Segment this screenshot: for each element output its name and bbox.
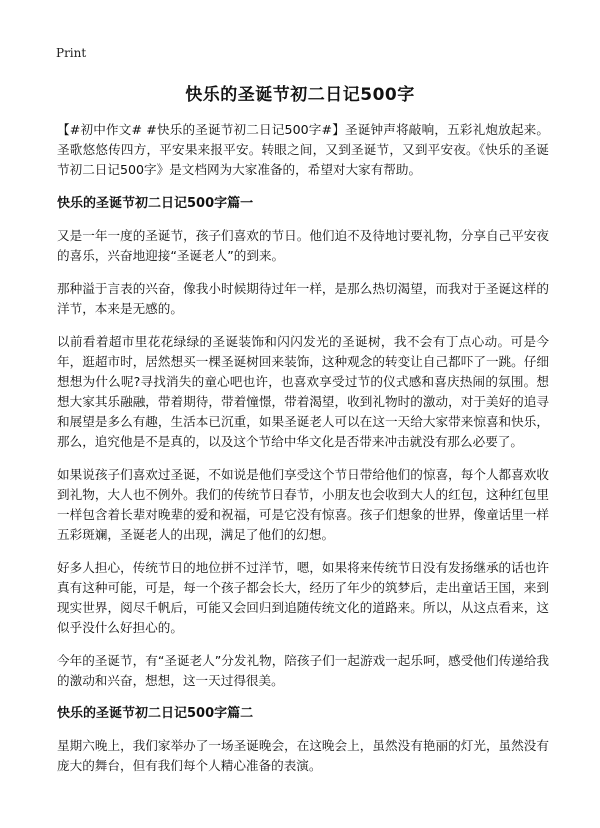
section-1-paragraph-2: 那种溢于言表的兴奋，像我小时候期待过年一样，是那么热切渴望，而我对于圣诞这样的洋节，本来是无感的。 [57,281,549,316]
section-1-paragraph-6: 今年的圣诞节，有“圣诞老人”分发礼物，陪孩子们一起游戏一起乐呵，感受他们传递给我的激动和兴奋，想想，这一天过得很美。 [57,653,549,688]
section-1-paragraph-5: 好多人担心，传统节日的地位拼不过洋节，嗯，如果将来传统节日没有发扬继承的话也许真有这种可能，可是，每一个孩子都会长大，经历了年少的筑梦后，走出童话王国，来到现实世界，阅尽千帆后，可能又会回归到追随传统文化的道路来。所以，从这点看来，这似乎没什么好担心的。 [57,560,549,635]
section-1-paragraph-3: 以前看着超市里花花绿绿的圣诞装饰和闪闪发光的圣诞树，我不会有丁点心动。可是今年，逛超市时，居然想买一棵圣诞树回来装饰，这种观念的转变让自己都吓了一跳。仔细想想为什么呢?寻找消失的童心吧也许，也喜欢享受过节的仪式感和喜庆热闹的氛围。想想大家其乐融融，带着期待，带着憧憬，带着渴望，收到礼物时的激动，对于美好的追寻和展望是多么有趣，生活本已沉重，如果圣诞老人可以在这一天给大家带来惊喜和快乐，那么，追究他是不是真的，以及这个节给中华文化是否带来冲击就没有那么必要了。 [57,334,549,449]
section-2-heading: 快乐的圣诞节初二日记500字篇二 [57,706,254,721]
section-1-paragraph-4: 如果说孩子们喜欢过圣诞，不如说是他们享受这个节日带给他们的惊喜，每个人都喜欢收到礼物，大人也不例外。我们的传统节日春节，小朋友也会收到大人的红包，这种红包里一样包含着长辈对晚辈的爱和祝福，可是它没有惊喜。孩子们想象的世界，像童话里一样五彩斑斓，圣诞老人的出现，满足了他们的幻想。 [57,467,549,542]
section-1-heading: 快乐的圣诞节初二日记500字篇一 [57,196,254,211]
section-2-paragraph-1: 星期六晚上，我们家举办了一场圣诞晚会，在这晚会上，虽然没有艳丽的灯光，虽然没有庞大的舞台，但有我们每个人精心准备的表演。 [57,738,549,773]
print-label: Print [56,46,87,60]
intro-paragraph: 【#初中作文# #快乐的圣诞节初二日记500字#】圣诞钟声将敲响，五彩礼炮放起来。圣歌悠悠传四方，平安果来报平安。转眼之间，又到圣诞节，又到平安夜。《快乐的圣诞节初二日记500字》是文档网为大家准备的，希望对大家有帮助。 [57,122,549,177]
section-1-paragraph-1: 又是一年一度的圣诞节，孩子们喜欢的节日。他们迫不及待地讨要礼物，分享自己平安夜的喜乐，兴奋地迎接“圣诞老人”的到来。 [57,228,549,263]
document-body [57,120,549,789]
document-title: 快乐的圣诞节初二日记500字 [185,85,415,105]
